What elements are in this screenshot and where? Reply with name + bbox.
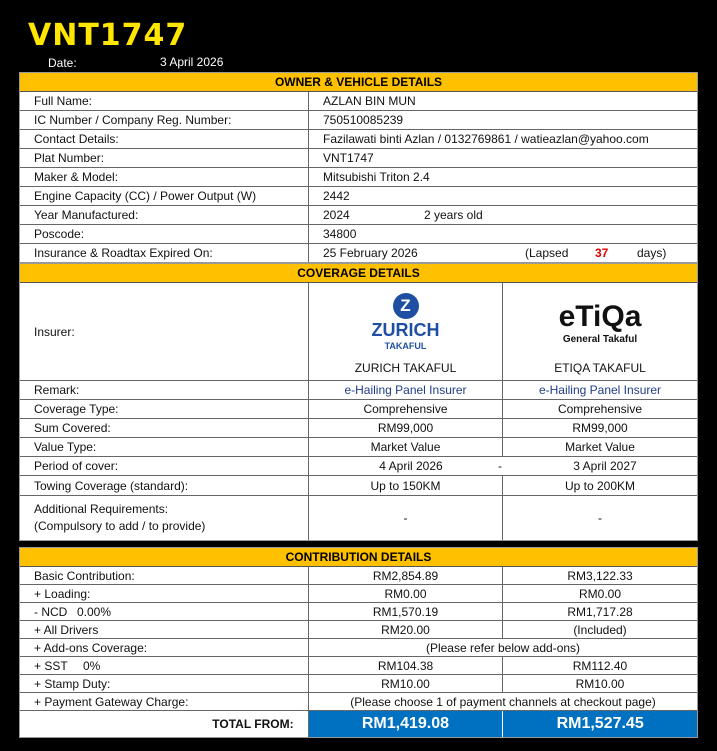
field-value: 2442 (323, 189, 350, 203)
coverage-type-a: Comprehensive (309, 400, 503, 418)
value-type-a: Market Value (309, 438, 503, 456)
total-row (20, 711, 697, 737)
field-label: + Payment Gateway Charge: (20, 693, 309, 710)
contribution-row (20, 621, 697, 639)
field-label: Period of cover: (20, 457, 309, 475)
date-label: Date: (48, 56, 77, 70)
etiqa-wordmark: eTiQa (558, 299, 642, 333)
coverage-row (20, 438, 697, 457)
field-value: AZLAN BIN MUN (323, 94, 416, 108)
coverage-section-header: COVERAGE DETAILS (20, 264, 697, 283)
coverage-row (20, 381, 697, 400)
owner-row (20, 130, 697, 149)
coverage-type-b: Comprehensive (557, 402, 643, 416)
ncd-percent: 0.00% (77, 604, 112, 619)
zurich-logo (372, 283, 440, 361)
owner-row (20, 225, 697, 244)
gateway-note: (Please choose 1 of payment channels at checkout page) (350, 694, 656, 709)
zurich-wordmark: ZURICH (371, 320, 440, 340)
field-value: Mitsubishi Triton 2.4 (323, 170, 430, 184)
field-label: + Loading: (20, 585, 309, 602)
field-label: Value Type: (20, 438, 309, 456)
date-value: 3 April 2026 (160, 55, 224, 69)
remark-a: e-Hailing Panel Insurer (309, 381, 503, 399)
field-label: Sum Covered: (20, 419, 309, 437)
contribution-row (20, 639, 697, 657)
owner-row (20, 244, 697, 262)
vehicle-age: 2 years old (424, 208, 483, 222)
field-label: Year Manufactured: (20, 206, 309, 224)
ncd-a: RM1,570.19 (309, 603, 503, 620)
field-value: 34800 (323, 227, 357, 241)
owner-section-header: OWNER & VEHICLE DETAILS (20, 73, 697, 92)
insurer-row (20, 283, 697, 381)
plate-number-title: VNT1747 (28, 18, 188, 53)
coverage-row (20, 476, 697, 496)
addons-note: (Please refer below add-ons) (425, 640, 581, 655)
stamp-a: RM10.00 (309, 675, 503, 692)
lapsed-prefix: (Lapsed (525, 246, 569, 260)
field-label: Full Name: (20, 92, 309, 110)
towing-b: Up to 200KM (564, 478, 636, 493)
sst-percent: 0% (83, 658, 101, 673)
insurer-b-name: ETIQA TAKAFUL (554, 361, 646, 375)
contribution-row (20, 657, 697, 675)
ncd-b: RM1,717.28 (567, 604, 633, 619)
owner-row (20, 149, 697, 168)
period-from: 4 April 2026 (379, 459, 443, 473)
field-label: + Stamp Duty: (20, 675, 309, 692)
insurer-label: Insurer: (20, 283, 309, 380)
insurer-b-cell (503, 283, 697, 380)
field-label: + Add-ons Coverage: (20, 639, 309, 656)
additional-label: Additional Requirements: (34, 502, 169, 516)
loading-b: RM0.00 (578, 586, 622, 601)
value-type-b: Market Value (565, 440, 635, 454)
field-value: Fazilawati binti Azlan / 0132769861 / watieazlan@yahoo.com (323, 132, 649, 146)
additional-b: - (598, 511, 602, 525)
etiqa-logo (559, 283, 642, 361)
field-value: 750510085239 (323, 113, 404, 127)
field-label: Towing Coverage (standard): (20, 476, 309, 495)
coverage-section (19, 263, 698, 541)
drivers-a: RM20.00 (309, 621, 503, 638)
field-label: Engine Capacity (CC) / Power Output (W) (20, 187, 309, 205)
total-b: RM1,527.45 (503, 711, 697, 737)
period-separator: - (498, 459, 502, 473)
contribution-section (19, 547, 698, 738)
lapsed-suffix: days) (637, 246, 667, 260)
coverage-row (20, 400, 697, 419)
owner-row (20, 111, 697, 130)
sum-covered-b: RM99,000 (572, 421, 628, 435)
field-label: Plat Number: (20, 149, 309, 167)
contribution-section-header: CONTRIBUTION DETAILS (20, 548, 697, 567)
owner-vehicle-section (19, 72, 698, 263)
field-label: Basic Contribution: (20, 567, 309, 584)
field-label: Maker & Model: (20, 168, 309, 186)
zurich-z-icon: Z (393, 293, 419, 319)
stamp-b: RM10.00 (575, 676, 625, 691)
expiry-date: 25 February 2026 (323, 246, 418, 260)
field-label: + All Drivers (20, 621, 309, 638)
coverage-row (20, 419, 697, 438)
field-label: IC Number / Company Reg. Number: (20, 111, 309, 129)
owner-row (20, 92, 697, 111)
sst-b: RM112.40 (572, 658, 628, 673)
basic-b: RM3,122.33 (567, 568, 633, 583)
sst-label: + SST (34, 658, 68, 673)
sst-a: RM104.38 (309, 657, 503, 674)
loading-a: RM0.00 (309, 585, 503, 602)
period-to: 3 April 2027 (573, 459, 637, 473)
lapsed-days: 37 (595, 246, 609, 260)
total-a: RM1,419.08 (309, 711, 504, 737)
field-value: 2024 (323, 208, 350, 222)
total-label: TOTAL FROM: (20, 711, 309, 737)
owner-row (20, 168, 697, 187)
contribution-row (20, 675, 697, 693)
etiqa-sub: General Takaful (562, 333, 638, 345)
field-label: Coverage Type: (20, 400, 309, 418)
additional-sublabel: (Compulsory to add / to provide) (34, 519, 206, 533)
insurer-a-cell (309, 283, 503, 380)
ncd-label: - NCD (34, 604, 68, 619)
owner-row (20, 206, 697, 225)
field-label: Poscode: (20, 225, 309, 243)
zurich-sub: TAKAFUL (384, 341, 427, 351)
field-label: Insurance & Roadtax Expired On: (20, 244, 309, 262)
coverage-row (20, 496, 697, 540)
contribution-row (20, 585, 697, 603)
field-label: Remark: (20, 381, 309, 399)
owner-row (20, 187, 697, 206)
field-value: VNT1747 (323, 151, 374, 165)
remark-b: e-Hailing Panel Insurer (538, 383, 662, 397)
drivers-b: (Included) (573, 622, 627, 637)
insurer-a-name: ZURICH TAKAFUL (354, 361, 457, 375)
contribution-row (20, 603, 697, 621)
contribution-row (20, 693, 697, 711)
coverage-row (20, 457, 697, 476)
towing-a: Up to 150KM (309, 476, 503, 495)
contribution-row (20, 567, 697, 585)
field-label: Contact Details: (20, 130, 309, 148)
sum-covered-a: RM99,000 (309, 419, 503, 437)
basic-a: RM2,854.89 (309, 567, 503, 584)
additional-a: - (309, 496, 503, 540)
